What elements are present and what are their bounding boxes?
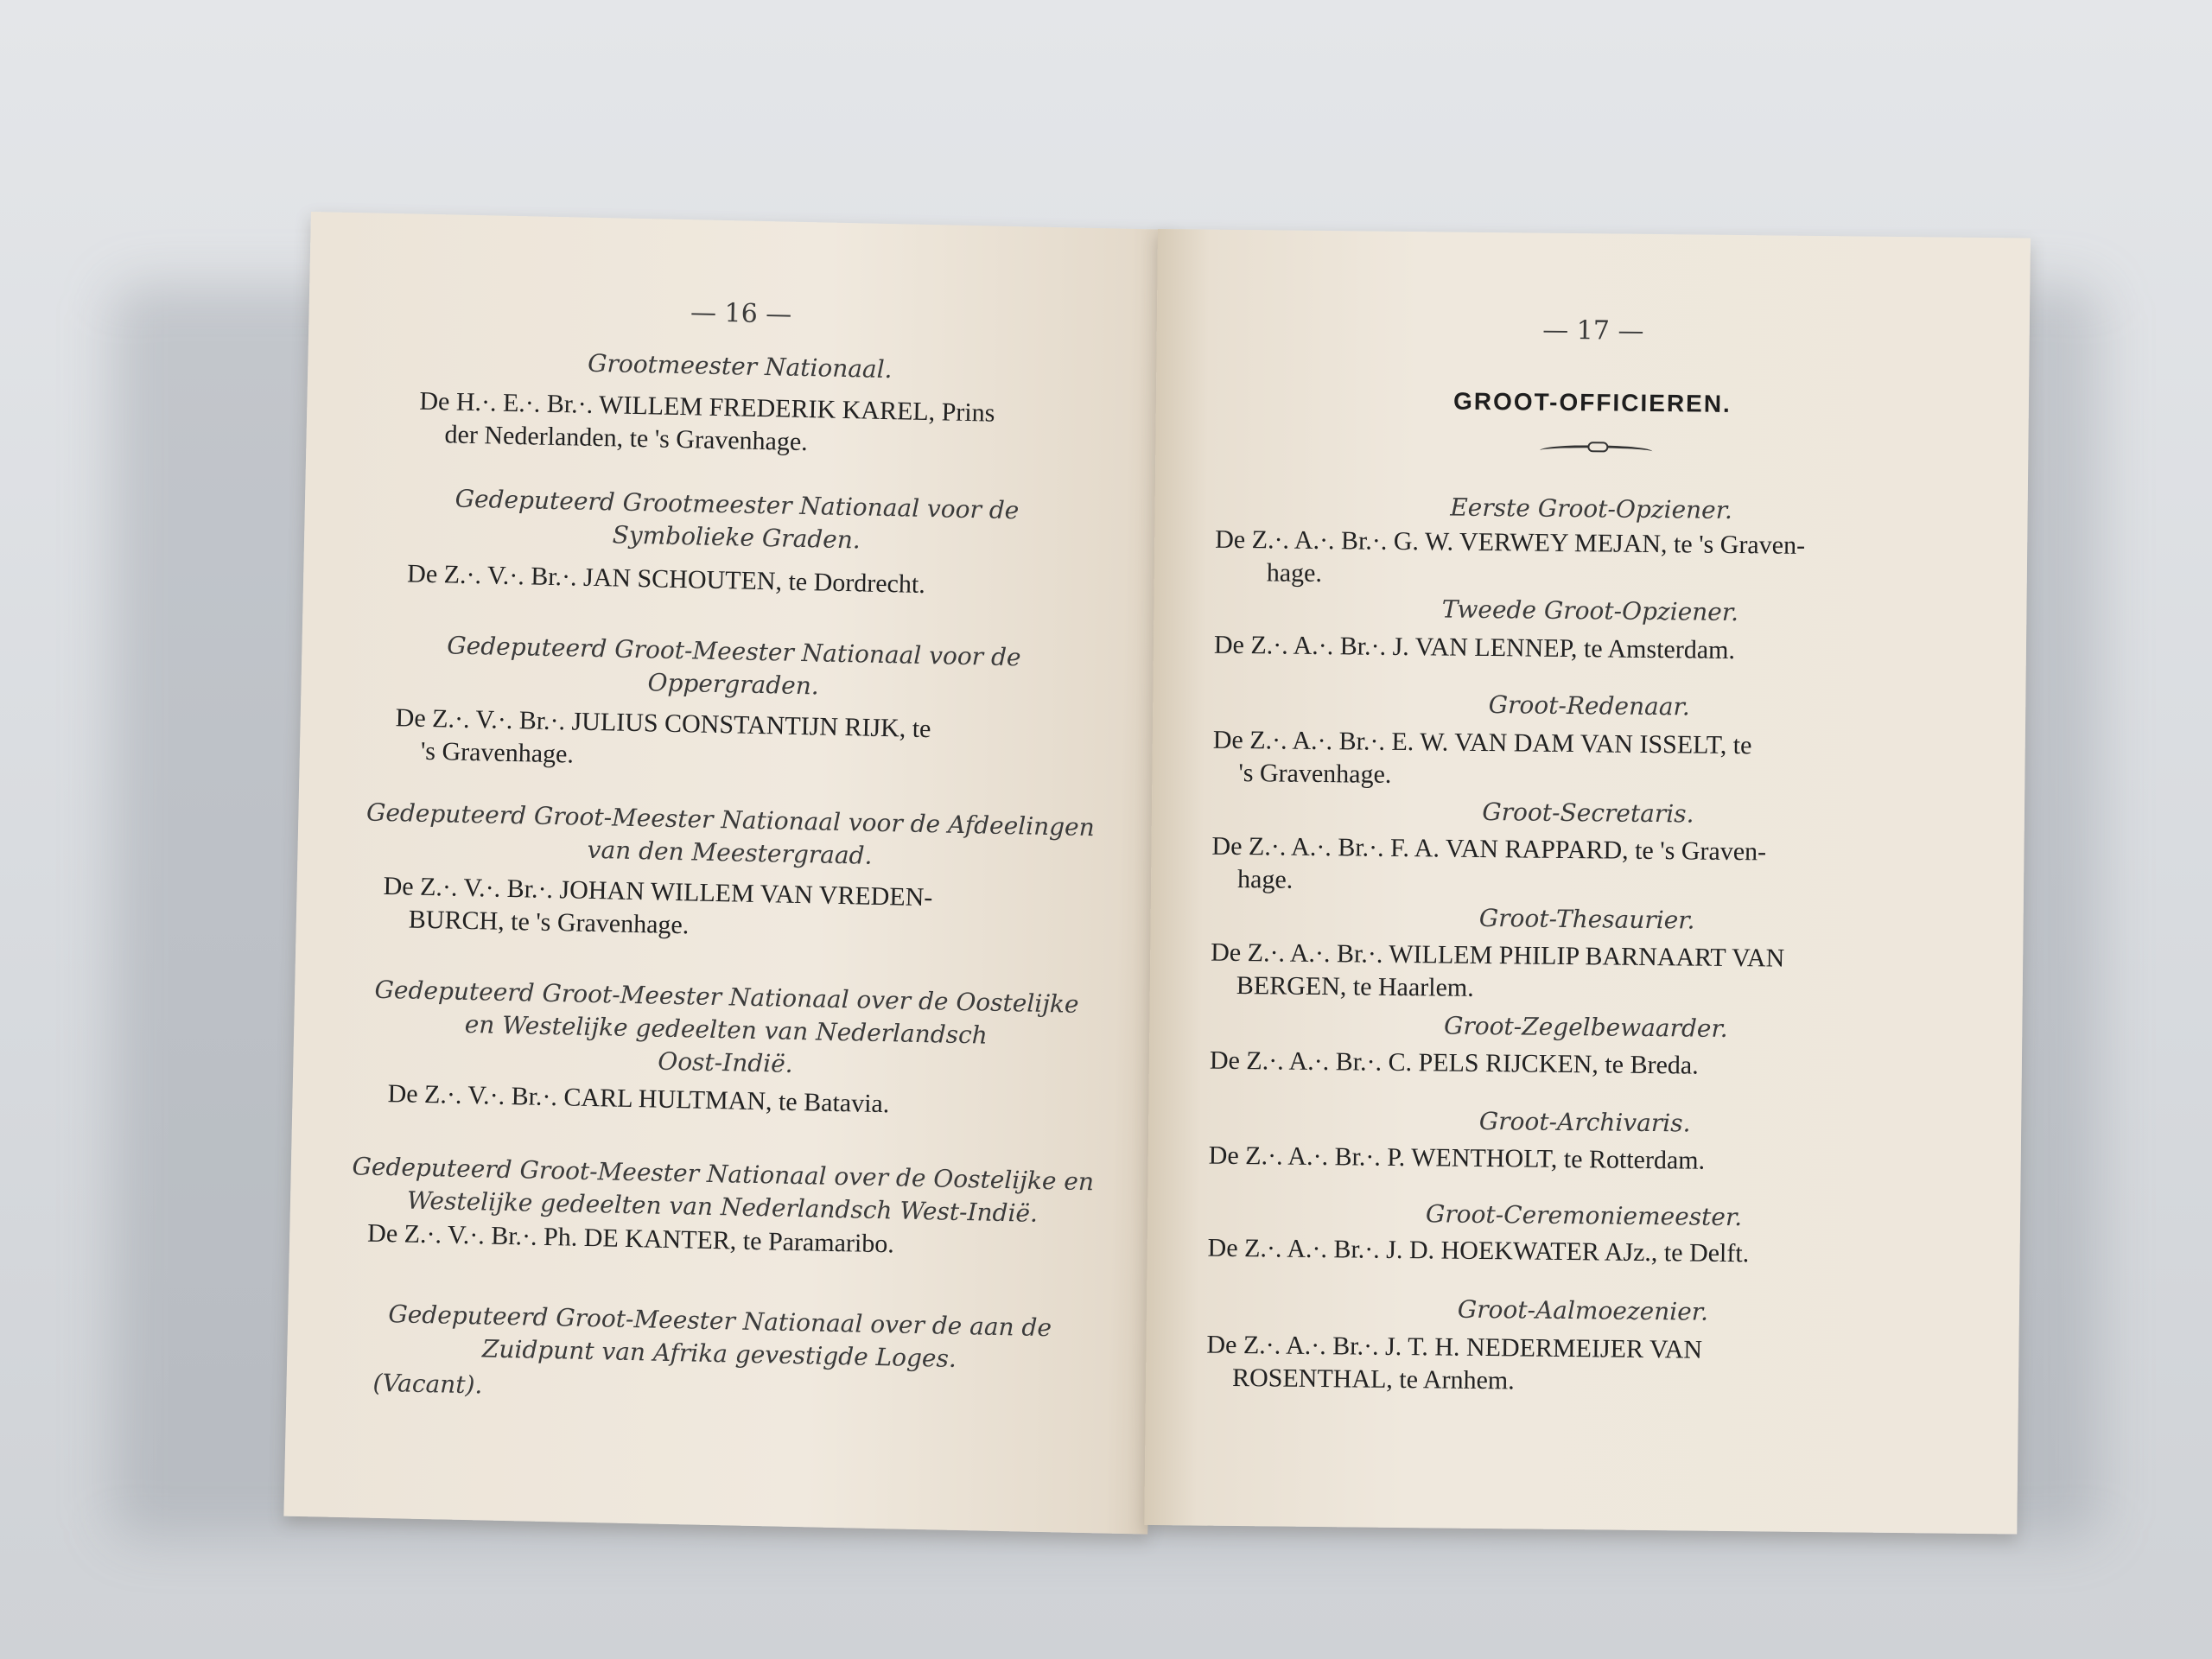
- entry: De Z.·. V.·. Br.·. JAN SCHOUTEN, te Dordrecht.: [406, 559, 926, 599]
- section-title: Gedeputeerd Grootmeester Nationaal voor de Symbolieke Graden.: [454, 484, 1020, 555]
- page-17: [1144, 229, 2031, 1534]
- entry: De Z.·. A.·. Br.·. WILLEM PHILIP BARNAART VAN BERGEN, te Haarlem.: [1211, 938, 1785, 1002]
- vacant-note: (Vacant).: [372, 1368, 483, 1400]
- section-title: Gedeputeerd Groot-Meester Nationaal over de aan de Zuidpunt van Afrika gevestigde Loges.: [388, 1300, 1052, 1373]
- entry: De Z.·. A.·. Br.·. E. W. VAN DAM VAN ISSELT, te 's Gravenhage.: [1212, 725, 1752, 789]
- section-title: Groot-Secretaris.: [1482, 797, 1694, 829]
- entry: De Z.·. V.·. Br.·. JULIUS CONSTANTIJN RIJK, te 's Gravenhage.: [395, 703, 931, 769]
- page-number: — 17 —: [1541, 315, 1644, 346]
- entry: De Z.·. A.·. Br.·. J. T. H. NEDERMEIJER VAN ROSENTHAL, te Arnhem.: [1206, 1330, 1703, 1395]
- section-title: Groot-Ceremoniemeester.: [1425, 1199, 1743, 1232]
- page-number: — 16 —: [690, 297, 792, 330]
- section-title: Grootmeester Nationaal.: [587, 348, 893, 385]
- section-title: Groot-Archivaris.: [1478, 1106, 1691, 1138]
- section-title: Gedeputeerd Groot-Meester Nationaal over de Oostelijke en Westelijke gedeelten van Nederlandsch West-Indië.: [352, 1152, 1095, 1228]
- section-title: Groot-Aalmoezenier.: [1457, 1294, 1709, 1326]
- section-title: Gedeputeerd Groot-Meester Nationaal voor de Afdeelingen van den Meestergraad.: [365, 798, 1096, 870]
- entry: De Z.·. A.·. Br.·. G. W. VERWEY MEJAN, te 's Graven- hage.: [1215, 524, 1806, 588]
- section-title: Gedeputeerd Groot-Meester Nationaal voor de Oppergraden.: [447, 631, 1021, 701]
- entry: De Z.·. V.·. Br.·. CARL HULTMAN, te Batavia.: [387, 1079, 890, 1119]
- entry: De H.·. E.·. Br.·. WILLEM FREDERIK KAREL, Prins der Nederlanden, te 's Gravenhage.: [419, 386, 995, 457]
- entry: De Z.·. A.·. Br.·. J. VAN LENNEP, te Amsterdam.: [1213, 630, 1736, 665]
- section-title: Groot-Redenaar.: [1488, 690, 1690, 721]
- entry: De Z.·. V.·. Br.·. Ph. DE KANTER, te Paramaribo.: [366, 1218, 895, 1259]
- page-16: [283, 212, 1174, 1535]
- section-heading: GROOT-OFFICIEREN.: [1452, 387, 1732, 417]
- entry: De Z.·. V.·. Br.·. JOHAN WILLEM VAN VREDEN- BURCH, te 's Gravenhage.: [383, 871, 933, 940]
- entry: De Z.·. A.·. Br.·. F. A. VAN RAPPARD, te 's Graven- hage.: [1211, 831, 1767, 894]
- section-title: Tweede Groot-Opziener.: [1441, 594, 1739, 627]
- section-title: Eerste Groot-Opziener.: [1450, 493, 1733, 524]
- entry: De Z.·. A.·. Br.·. P. WENTHOLT, te Rotterdam.: [1208, 1141, 1706, 1175]
- ornament-divider: [1540, 445, 1652, 457]
- entry: De Z.·. A.·. Br.·. C. PELS RIJCKEN, te Breda.: [1209, 1046, 1699, 1080]
- section-title: Gedeputeerd Groot-Meester Nationaal over de Oostelijke en Westelijke gedeelten van Nederlandsch Oost-Indië.: [374, 975, 1079, 1078]
- section-title: Groot-Thesaurier.: [1478, 903, 1695, 935]
- section-title: Groot-Zegelbewaarder.: [1443, 1011, 1728, 1043]
- entry: De Z.·. A.·. Br.·. J. D. HOEKWATER AJz., te Delft.: [1207, 1233, 1750, 1268]
